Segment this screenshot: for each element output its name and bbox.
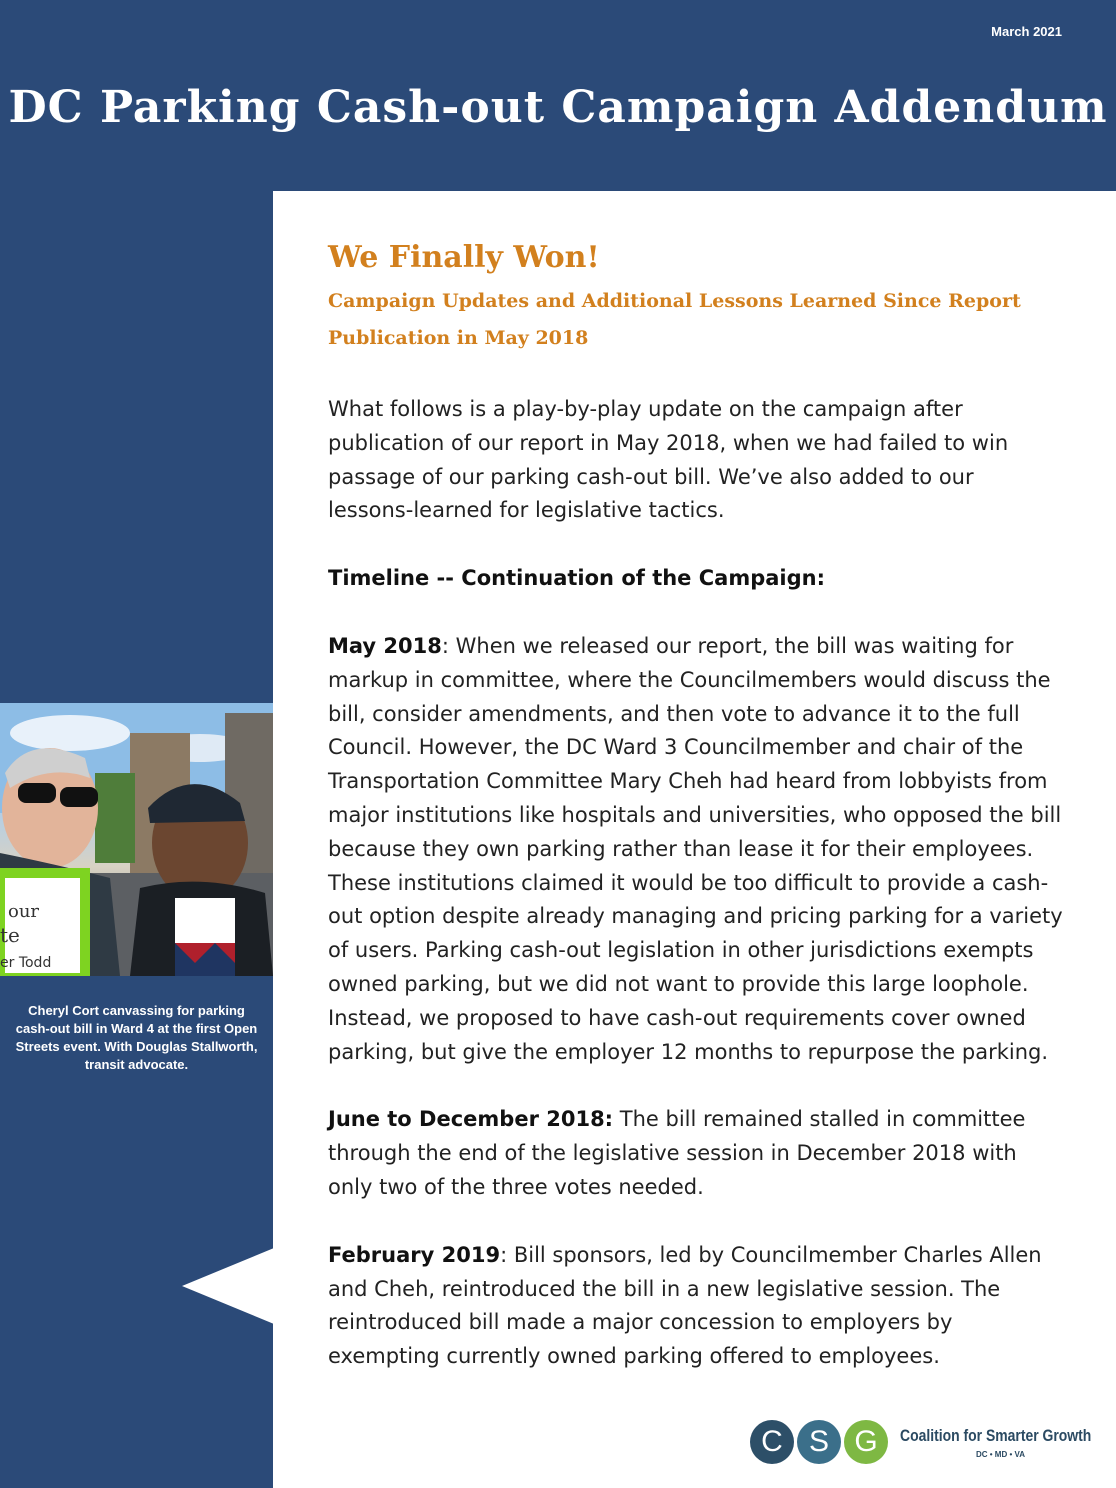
article-heading: We Finally Won! [328,240,600,275]
timeline-entry-separator: : [500,1242,514,1267]
timeline-entry-text: Bill sponsors, led by Councilmember Charles Allen and Cheh, reintroduced the bill in a new legislative session. The reintroduced bill made a major concession to employers by exempting currently owned parking offered to employees. [328,1242,1042,1369]
article-subheading: Campaign Updates and Additional Lessons Learned Since Report Publication in May 2018 [328,290,1021,349]
timeline-heading: Timeline -- Continuation of the Campaign: [328,566,825,591]
publication-date: March 2021 [991,24,1062,39]
logo-region: DC • MD • VA [976,1450,1026,1459]
csg-logo [750,1418,1112,1468]
timeline-entry-separator: : [441,633,456,658]
timeline-entry-may-2018 [328,630,1063,1069]
sign-text-line-3: er Todd [0,955,52,971]
sign-text-line-2: te [0,923,20,947]
campaign-photo-illustration [0,703,273,976]
logo-letter-c: C [750,1420,794,1464]
timeline-entry-june-december-2018 [328,1103,1063,1204]
timeline-entry-text: When we released our report, the bill was waiting for markup in committee, where the Councilmembers would discuss the bill, consider amendments, and then vote to advance it to the full Council. However, the DC Ward 3 Councilmember and chair of the Transportation Committee Mary Cheh had heard from lobbyists from major institutions like hospitals and universities, who opposed the bill because they own parking rather than lease it for their employees. These institutions claimed it would be too difficult to provide a cash-out option despite already managing and pricing parking for a variety of users. Parking cash-out legislation in other jurisdictions exempts owned parking, but we did not want to provide this large loophole. Instead, we proposed to have cash-out requirements cover owned parking, but give the employer 12 months to repurpose the parking. [328,633,1063,1064]
content-panel [273,191,1116,1488]
timeline-entry-date: June to December 2018: [328,1107,614,1132]
article [328,237,1103,1374]
timeline-entry-separator [613,1107,620,1131]
timeline-entry-date: February 2019 [328,1242,501,1267]
timeline-entry-february-2019 [328,1239,1063,1374]
intro-paragraph: What follows is a play-by-play update on the campaign after publication of our report in May 2018, when we had failed to win passage of our parking cash-out bill. We’ve also added to our lessons-learned for legislative tactics. [328,397,1009,523]
logo-letter-s: S [797,1420,841,1464]
page-title: DC Parking Cash-out Campaign Addendum [8,82,1108,133]
campaign-photo [0,703,273,976]
photo-caption: Cheryl Cort canvassing for parking cash-out bill in Ward 4 at the first Open Streets event. With Douglas Stallworth, transit advocate. [15,1003,258,1072]
timeline-entry-text: The bill remained stalled in committee through the end of the legislative session in December 2018 with only two of the three votes needed. [328,1107,1026,1199]
pointer-arrow-decoration [182,1248,274,1324]
logo-organization-name: Coalition for Smarter Growth [900,1426,1092,1445]
sign-text-line-1: our [8,901,40,922]
timeline-entry-date: May 2018 [328,633,442,658]
logo-letter-g: G [844,1420,888,1464]
